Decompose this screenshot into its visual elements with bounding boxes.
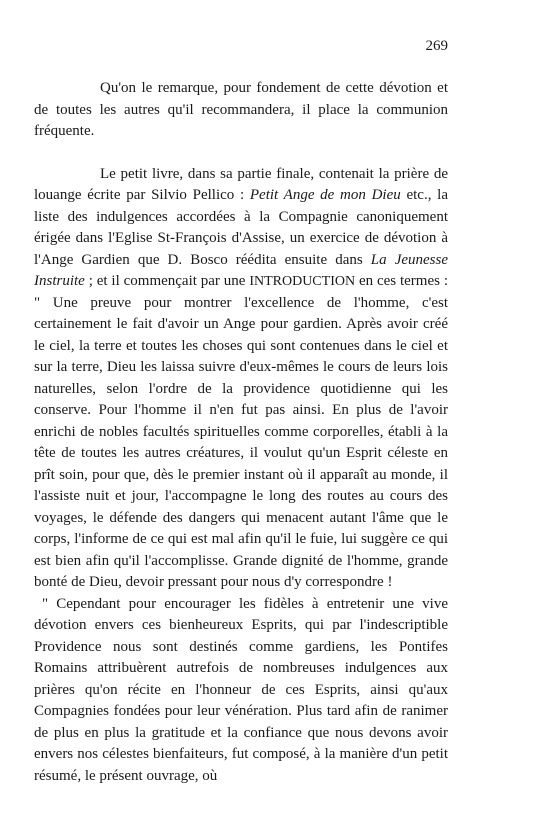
body-text (34, 78, 448, 787)
paragraph-2-part-g: en ces termes : " Une preuve pour montrer l'excellence de l'homme, c'est certainement le fait d'avoir un Ange pour gardien. Après avoir créé le ciel, la terre et toutes les choses qui sont contenues dans le ciel et sur la terre, Dieu les laissa suivre d'eux-mêmes le cours de leurs lois naturelles, selon l'ordre de la providence quotidienne qui les conserve. Pour l'homme il n'en fut pas ainsi. En plus de l'avoir enrichi de nobles facultés spirituelles comme corporelles, établi à la tête de toutes les autres créatures, il voulut qu'un Esprit céleste en prît soin, pour que, dès le premier instant où il apparaît au monde, il l'assiste nuit et jour, l'accompagne le long des routes au cours des voyages, le défende des dangers qui menacent autant l'âme que le corps, l'informe de ce qui est mal afin qu'il le fuie, lui suggère ce qui est bien afin qu'il l'accomplisse. Grande dignité de l'homme, grande bonté de Dieu, devoir pressant pour nous d'y correspondre ! (34, 273, 448, 590)
prayer-title: Petit Ange de mon Dieu (249, 187, 401, 203)
paragraph-2-part-a: Le petit livre, dans sa partie finale, contenait la prière de louange écrite par Silvio Pellico : (34, 165, 448, 203)
paragraph-2 (34, 164, 448, 594)
paragraph-2-part-e: ; et il commençait par une (84, 273, 250, 289)
paragraph-1: Qu'on le remarque, pour fondement de cette dévotion et de toutes les autres qu'il recommandera, il place la communion fréquente. (34, 80, 448, 139)
paragraph-2-part-c: etc., la liste des indulgences accordées à la Compagnie canoniquement érigée dans l'Eglise St-François d'Assise, un exercice de dévotion à l'Ange Gardien que D. Bosco réédita ensuite dans (34, 187, 448, 268)
page-number: 269 (425, 38, 448, 54)
introduction-heading: INTRODUCTION (249, 274, 356, 289)
paragraph-3: " Cependant pour encourager les fidèles à entretenir une vive dévotion envers ces bienheureux Esprits, qui par l'indescriptible Providence nous sont destinés comme gardiens, les Pontifes Romains attribuèrent autrefois de nombreuses indulgences aux prières qu'on récite en l'honneur de ces Esprits, ainsi qu'aux Compagnies fondées pour leur vénération. Plus tard afin de ranimer de plus en plus la gratitude et la confiance que nous devons avoir envers nos célestes bienfaiteurs, fut composé, à la manière d'un petit résumé, le présent ouvrage, où (34, 595, 448, 784)
book-title: La Jeunesse Instruite (34, 251, 449, 289)
